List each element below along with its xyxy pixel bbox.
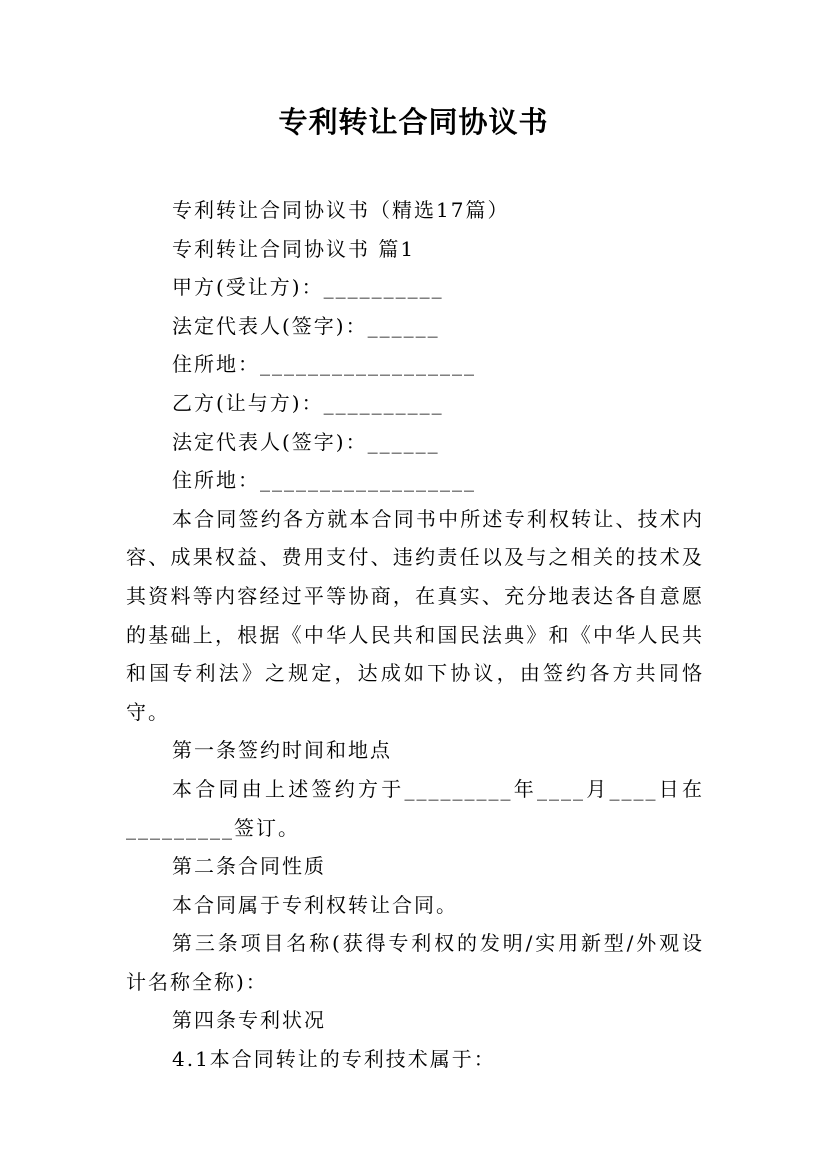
paragraph-article-1-content: 本合同由上述签约方于_________年____月____日在_________签订。 [126,776,704,840]
paragraph-article-2: 第二条合同性质 [172,854,326,879]
paragraph-section-heading: 专利转让合同协议书 篇1 [172,236,416,261]
paragraph-article-2-content: 本合同属于专利权转让合同。 [172,892,458,917]
paragraph-party-b-representative: 法定代表人(签字)：______ [172,429,440,454]
paragraph-article-3: 第三条项目名称(获得专利权的发明/实用新型/外观设计名称全称)： [126,931,704,994]
paragraph-party-a-address: 住所地：__________________ [172,352,476,377]
paragraph-preamble: 本合同签约各方就本合同书中所述专利权转让、技术内容、成果权益、费用支付、违约责任以及与之相关的技术及其资料等内容经过平等协商，在真实、充分地表达各自意愿的基础上，根据《中华人民共和国民法典》和《中华人民共和国专利法》之规定，达成如下协议，由签约各方共同恪守。 [126,506,704,724]
paragraph-article-4: 第四条专利状况 [172,1008,326,1033]
paragraph-party-a: 甲方(受让方)：__________ [172,275,444,300]
paragraph-subtitle: 专利转让合同协议书（精选17篇） [172,198,510,222]
document-body [126,191,704,1079]
paragraph-party-b: 乙方(让与方)：__________ [172,390,444,415]
paragraph-party-b-address: 住所地：__________________ [172,468,476,493]
paragraph-party-a-representative: 法定代表人(签字)：______ [172,313,440,338]
paragraph-article-1: 第一条签约时间和地点 [172,738,392,763]
paragraph-article-4-1: 4.1本合同转让的专利技术属于： [172,1047,496,1072]
document-title: 专利转让合同协议书 [278,105,549,139]
